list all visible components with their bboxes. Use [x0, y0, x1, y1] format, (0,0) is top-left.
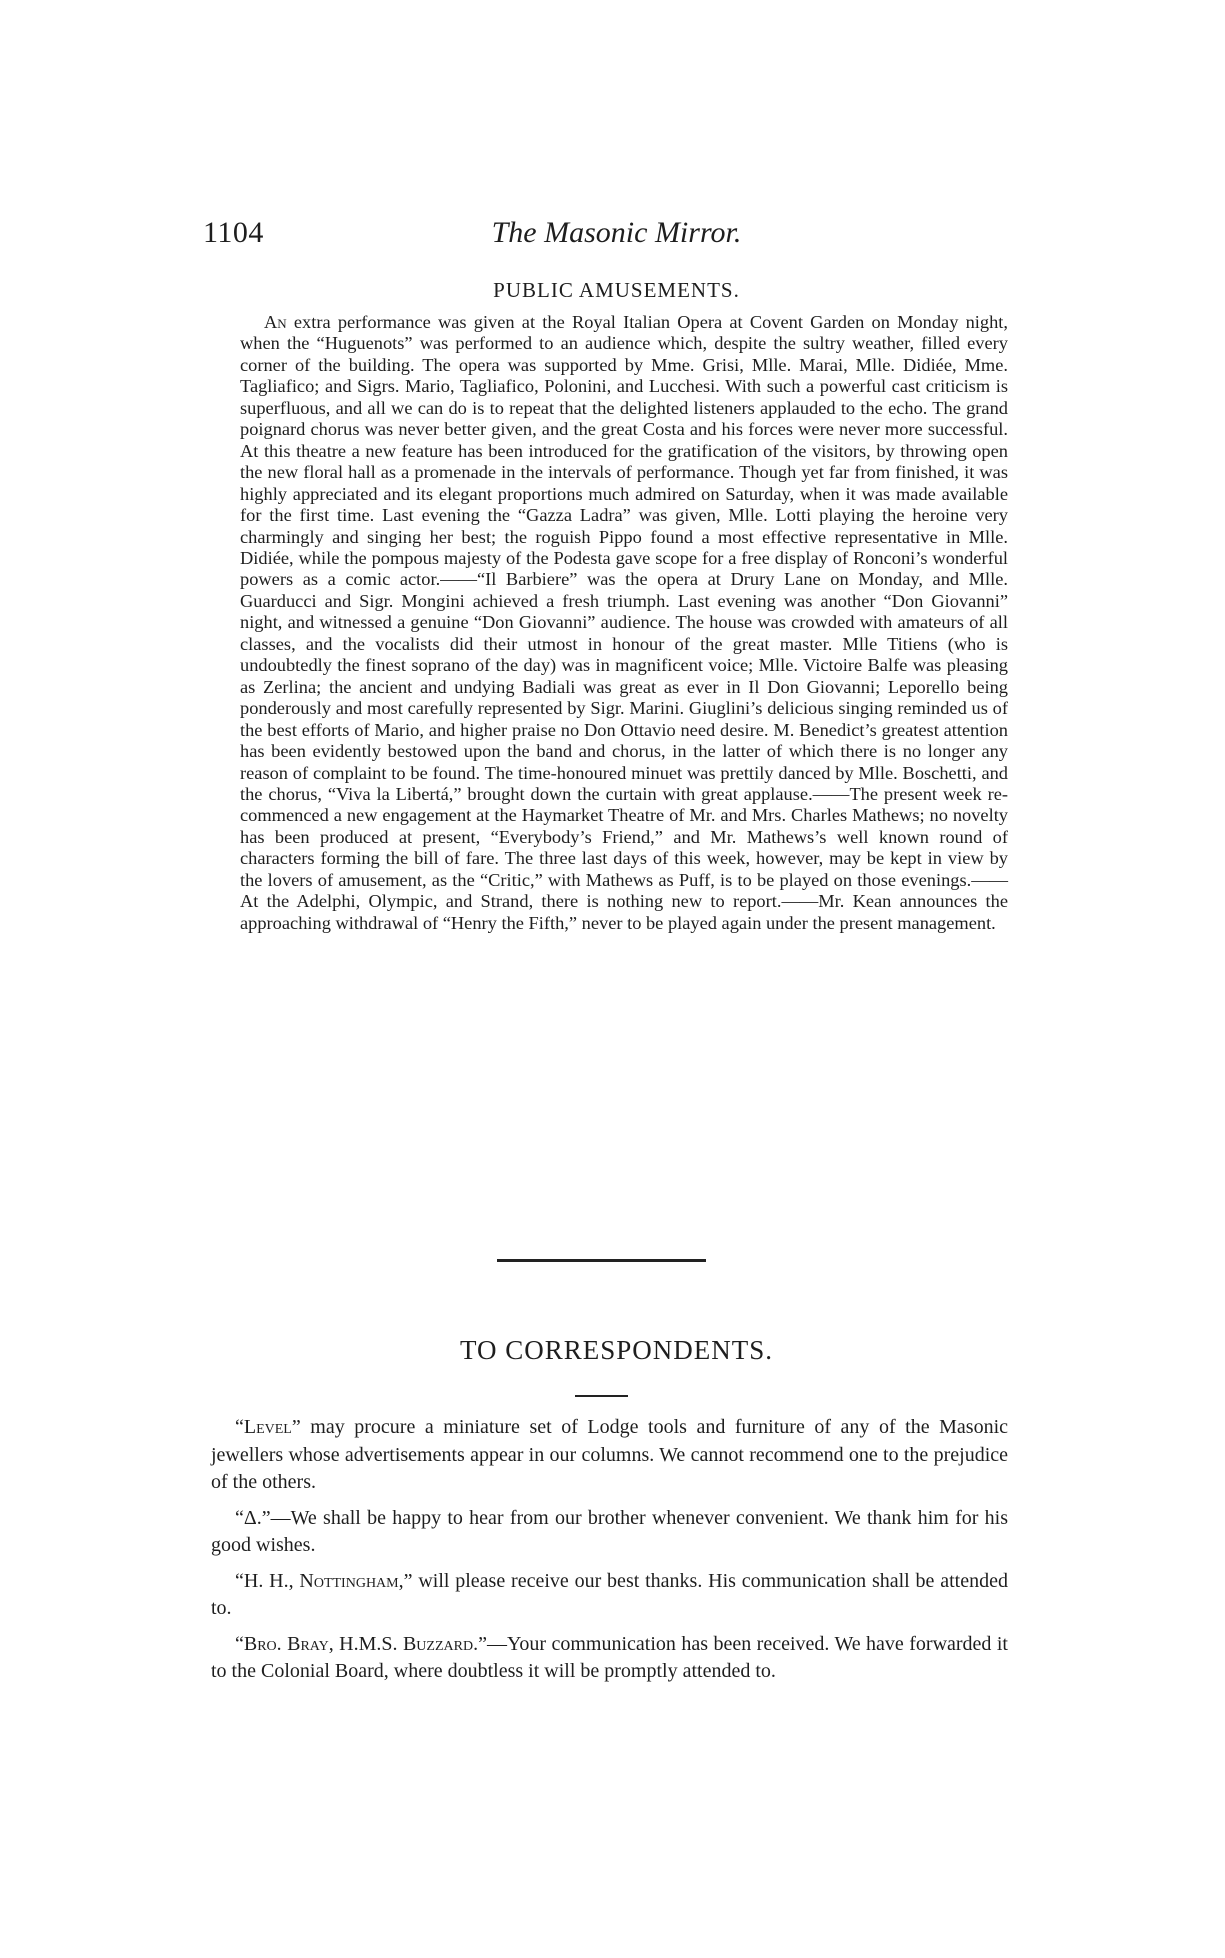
correspondent-name: “Δ.” — [235, 1506, 271, 1529]
correspondent-entry — [211, 1414, 1008, 1497]
journal-title: The Masonic Mirror. — [491, 216, 742, 249]
correspondent-name: “Level” — [235, 1416, 301, 1438]
section-divider-rule — [497, 1259, 706, 1262]
title-underline-rule — [575, 1395, 628, 1397]
running-head — [203, 216, 1030, 256]
paragraph-lead-word: An — [264, 312, 287, 332]
correspondent-entry — [211, 1631, 1008, 1686]
section-title-public-amusements: PUBLIC AMUSEMENTS. — [493, 278, 740, 302]
correspondent-name: “H. H., Nottingham,” — [235, 1569, 413, 1592]
correspondents-list — [211, 1414, 1008, 1694]
section-title-correspondents: TO CORRESPONDENTS. — [459, 1335, 774, 1365]
page-number: 1104 — [203, 216, 264, 249]
correspondent-reply: will please receive our best thanks. His communication shall be attended to. — [211, 1569, 1008, 1619]
correspondent-entry — [211, 1505, 1008, 1560]
public-amusements-paragraph — [240, 312, 1008, 934]
correspondent-name: “Bro. Bray, H.M.S. Buzzard.” — [235, 1632, 487, 1655]
correspondent-entry — [211, 1568, 1008, 1623]
correspondent-reply: —Your communication has been received. We have forwarded it to the Colonial Board, where doubtless it will be promptly attended to. — [211, 1632, 1008, 1682]
correspondent-reply: —We shall be happy to hear from our brother whenever convenient. We thank him for his good wishes. — [211, 1506, 1008, 1556]
correspondent-reply: may procure a miniature set of Lodge tools and furniture of any of the Masonic jewellers whose advertisements appear in our columns. We cannot recommend one to the prejudice of the others. — [211, 1416, 1008, 1493]
paragraph-text: extra performance was given at the Royal Italian Opera at Covent Garden on Monday night, when the “Huguenots” was performed to an audience which, despite the sultry weather, filled every corner of the building. The opera was supported by Mme. Grisi, Mlle. Marai, Mlle. Didiée, Mme. Tagliafico; and Sigrs. Mario, Tagliafico, Polonini, and Lucchesi. With such a powerful cast criticism is superfluous, and all we can do is to repeat that the delighted listeners applauded to the echo. The grand poignard chorus was never better given, and the great Costa and his forces were never more successful. At this theatre a new feature has been introduced for the gratification of the visitors, by throwing open the new floral hall as a promenade in the intervals of performance. Though yet far from finished, it was highly appreciated and its elegant proportions much admired on Saturday, when it was made available for the first time. Last evening the “Gazza Ladra” was given, Mlle. Lotti playing the heroine very charmingly and singing her best; the roguish Pippo found a most effective representative in Mlle. Didiée, while the pompous majesty of the Podesta gave scope for a free display of Ronconi’s wonderful powers as a comic actor.——“Il Barbiere” was the opera at Drury Lane on Monday, and Mlle. Guarducci and Sigr. Mongini achieved a fresh triumph. Last evening was another “Don Giovanni” night, and witnessed a genuine “Don Giovanni” audience. The house was crowded with amateurs of all classes, and the vocalists did their utmost in honour of the great master. Mlle Titiens (who is undoubtedly the finest soprano of the day) was in magnificent voice; Mlle. Victoire Balfe was pleasing as Zerlina; the ancient and undying Badiali was great as ever in Il Don Giovanni; Leporello being ponderously and most carefully represented by Sigr. Marini. Giuglini’s delicious singing reminded us of the best efforts of Mario, and higher praise no Don Ottavio need desire. M. Benedict’s greatest attention has been evidently bestowed upon the band and chorus, in the latter of which there is no longer any reason of complaint to be found. The time-honoured minuet was prettily danced by Mlle. Boschetti, and the chorus, “Viva la Libertá,” brought down the curtain with great applause.——The present week re-commenced a new engagement at the Haymarket Theatre of Mr. and Mrs. Charles Mathews; no novelty has been produced at present, “Everybody’s Friend,” and Mr. Mathews’s well known round of characters forming the bill of fare. The three last days of this week, however, may be kept in view by the lovers of amusement, as the “Critic,” with Mathews as Puff, is to be played on those evenings.——At the Adelphi, Olympic, and Strand, there is nothing new to report.——Mr. Kean announces the approaching withdrawal of “Henry the Fifth,” never to be played again under the present management. — [240, 312, 1008, 933]
